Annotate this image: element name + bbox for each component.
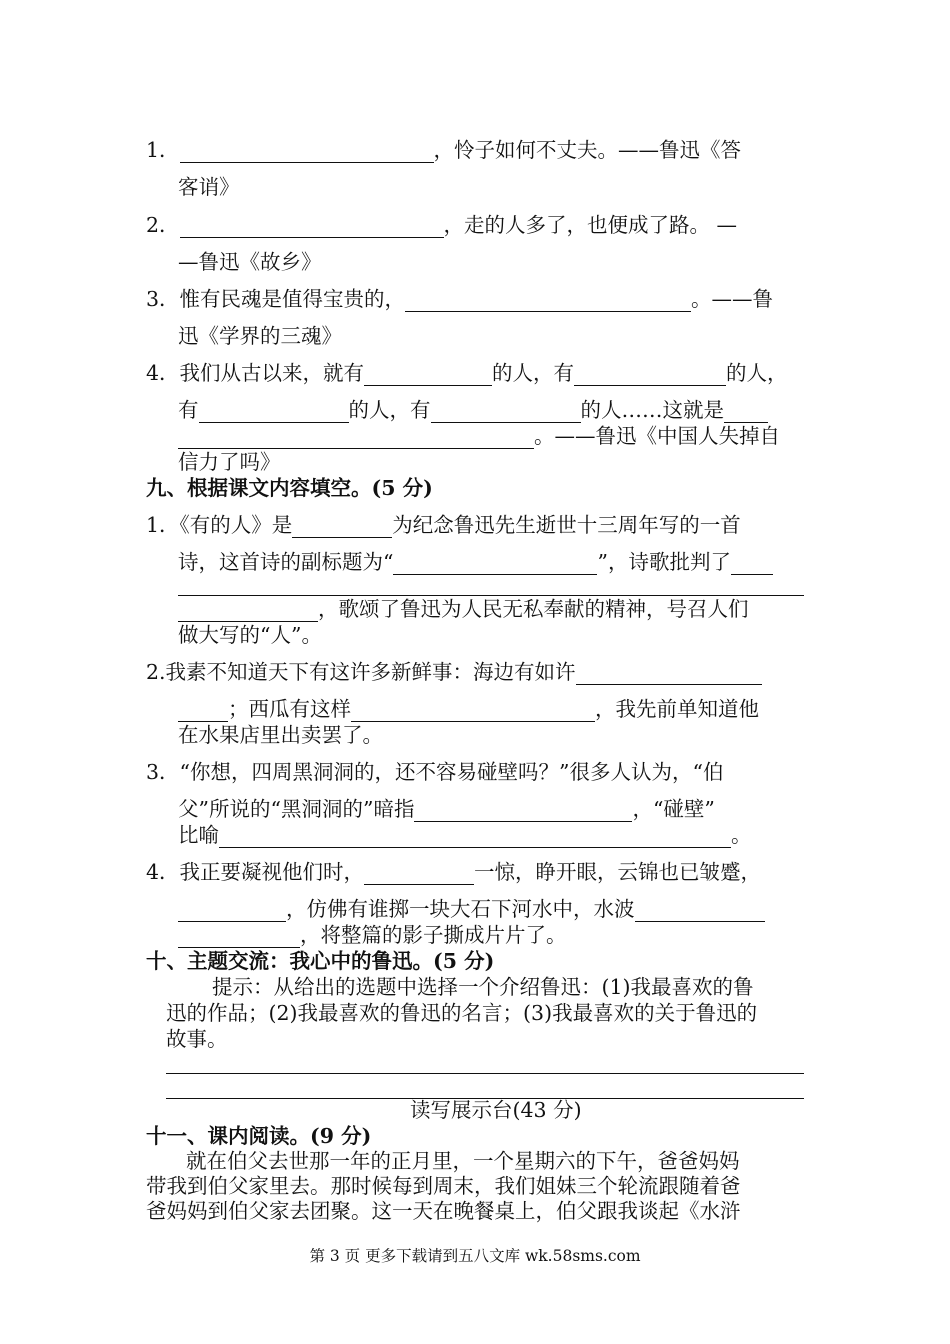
text-line (178, 622, 322, 648)
text-line (410, 1097, 582, 1123)
answer-blank[interactable] (724, 400, 768, 423)
answer-blank[interactable] (292, 515, 392, 538)
line-text: 4．我正要凝视他们时， (146, 860, 365, 884)
answer-blank[interactable] (431, 400, 581, 423)
line-text: 一惊，睁开眼，云锦也已皱蹙， (474, 860, 762, 884)
text-line (146, 286, 773, 312)
line-text: 做大写的“人”。 (178, 623, 322, 647)
line-text: 的人……这就是 (580, 398, 724, 422)
line-text: 带我到伯父家里去。那时候每到周末，我们姐妹三个轮流跟随着爸 (146, 1174, 741, 1198)
footer-text: 第 3 页 更多下载请到五八文库 wk.58sms.com (309, 1247, 641, 1265)
line-text: ，将整篇的影子撕成片片了。 (300, 923, 567, 947)
line-text: 迅的作品；(2)我最喜欢的鲁迅的名言；(3)我最喜欢的关于鲁迅的 (166, 1001, 758, 1025)
line-text: 客诮》 (178, 175, 240, 199)
line-text: 有 (178, 398, 199, 422)
text-line (178, 449, 281, 475)
text-line (146, 475, 433, 501)
line-text: 2.我素不知道天下有这许多新鲜事：海边有如许 (146, 660, 576, 684)
answer-blank[interactable] (351, 699, 595, 722)
answer-blank[interactable] (178, 599, 318, 622)
text-line (178, 822, 752, 848)
line-text: ；西瓜有这样 (228, 697, 351, 721)
line-text: 九、根据课文内容填空。(5 分) (146, 476, 433, 500)
text-line (178, 722, 383, 748)
text-line (146, 1173, 741, 1199)
line-text: 2． (146, 213, 180, 237)
line-text: 迅《学界的三魂》 (178, 324, 342, 348)
text-line (178, 249, 322, 275)
answer-blank[interactable] (180, 215, 444, 238)
answer-blank[interactable] (178, 699, 228, 722)
text-line (178, 896, 765, 922)
line-text: 1．《有的人》是 (146, 513, 293, 537)
line-text: —鲁迅《故乡》 (178, 250, 322, 274)
line-text: ，我先前单知道他 (595, 697, 759, 721)
text-line (166, 1000, 757, 1026)
answer-blank[interactable] (576, 662, 762, 685)
answer-blank[interactable] (414, 799, 632, 822)
answer-blank[interactable] (199, 400, 349, 423)
text-line (146, 859, 761, 885)
answer-blank[interactable] (166, 1076, 804, 1099)
line-text: 3．“你想，四周黑洞洞的，还不容易碰壁吗？”很多人认为，“伯 (146, 760, 724, 784)
text-line (146, 137, 741, 163)
page-footer (0, 1246, 950, 1266)
text-line (166, 1048, 804, 1074)
line-text: 爸妈妈到伯父家去团聚。这一天在晚餐桌上，伯父跟我谈起《水浒 (146, 1199, 741, 1223)
line-text: 诗，这首诗的副标题为“ (178, 550, 394, 574)
text-line (212, 974, 754, 1000)
text-line (178, 570, 804, 596)
answer-blank[interactable] (364, 363, 492, 386)
line-text: 十一、课内阅读。(9 分) (146, 1124, 372, 1148)
line-text: 就在伯父去世那一年的正月里，一个星期六的下午，爸爸妈妈 (186, 1149, 740, 1173)
line-text: 3．惟有民魂是值得宝贵的， (146, 287, 406, 311)
line-text: 故事。 (166, 1027, 228, 1051)
answer-blank[interactable] (178, 426, 534, 449)
text-line (146, 1198, 741, 1224)
line-text: 父”所说的“黑洞洞的”暗指 (178, 797, 415, 821)
line-text: 在水果店里出卖罢了。 (178, 723, 383, 747)
line-text: 提示：从给出的选题中选择一个介绍鲁迅：(1)我最喜欢的鲁 (212, 975, 754, 999)
text-line (146, 212, 737, 238)
answer-blank[interactable] (219, 825, 731, 848)
line-text: 读写展示台(43 分) (410, 1098, 582, 1122)
text-line (178, 696, 759, 722)
text-line (186, 1148, 740, 1174)
line-text: 。 (731, 823, 752, 847)
answer-blank[interactable] (178, 925, 300, 948)
line-text: 4．我们从古以来，就有 (146, 361, 365, 385)
line-text: 的人，有 (492, 361, 575, 385)
line-text: 。——鲁迅《中国人失掉自 (534, 424, 780, 448)
answer-blank[interactable] (178, 573, 804, 596)
line-text: ，仿佛有谁掷一块大石下河水中，水波 (286, 897, 635, 921)
text-line (146, 1123, 371, 1149)
line-text: 为纪念鲁迅先生逝世十三周年写的一首 (392, 513, 741, 537)
line-text: ，“碰壁” (632, 797, 715, 821)
line-text: ，怜子如何不丈夫。——鲁迅《答 (433, 138, 742, 162)
answer-blank[interactable] (635, 899, 765, 922)
line-text: ，歌颂了鲁迅为人民无私奉献的精神，号召人们 (318, 597, 749, 621)
line-text: ”，诗歌批判了 (597, 550, 731, 574)
text-line (178, 922, 567, 948)
text-line (178, 323, 342, 349)
line-text: 。——鲁 (691, 287, 774, 311)
answer-blank[interactable] (180, 140, 434, 163)
line-text: 的人，有 (348, 398, 431, 422)
text-line (146, 360, 788, 386)
text-line (146, 948, 494, 974)
line-text: 信力了吗》 (178, 450, 281, 474)
answer-blank[interactable] (405, 289, 691, 312)
text-line (178, 174, 240, 200)
text-line (146, 659, 762, 685)
text-line (166, 1073, 804, 1099)
text-line (178, 596, 749, 622)
text-line (146, 512, 741, 538)
line-text: 比喻 (178, 823, 219, 847)
text-line (178, 796, 715, 822)
answer-blank[interactable] (574, 363, 726, 386)
text-line (178, 423, 780, 449)
answer-blank[interactable] (178, 899, 286, 922)
line-text: 十、主题交流：我心中的鲁迅。(5 分) (146, 949, 495, 973)
text-line (146, 759, 723, 785)
line-text: ，走的人多了，也便成了路。 — (443, 213, 738, 237)
line-text: 的人， (726, 361, 788, 385)
text-line (178, 397, 768, 423)
line-text: 1． (146, 138, 180, 162)
answer-blank[interactable] (364, 862, 474, 885)
answer-blank[interactable] (166, 1051, 804, 1074)
